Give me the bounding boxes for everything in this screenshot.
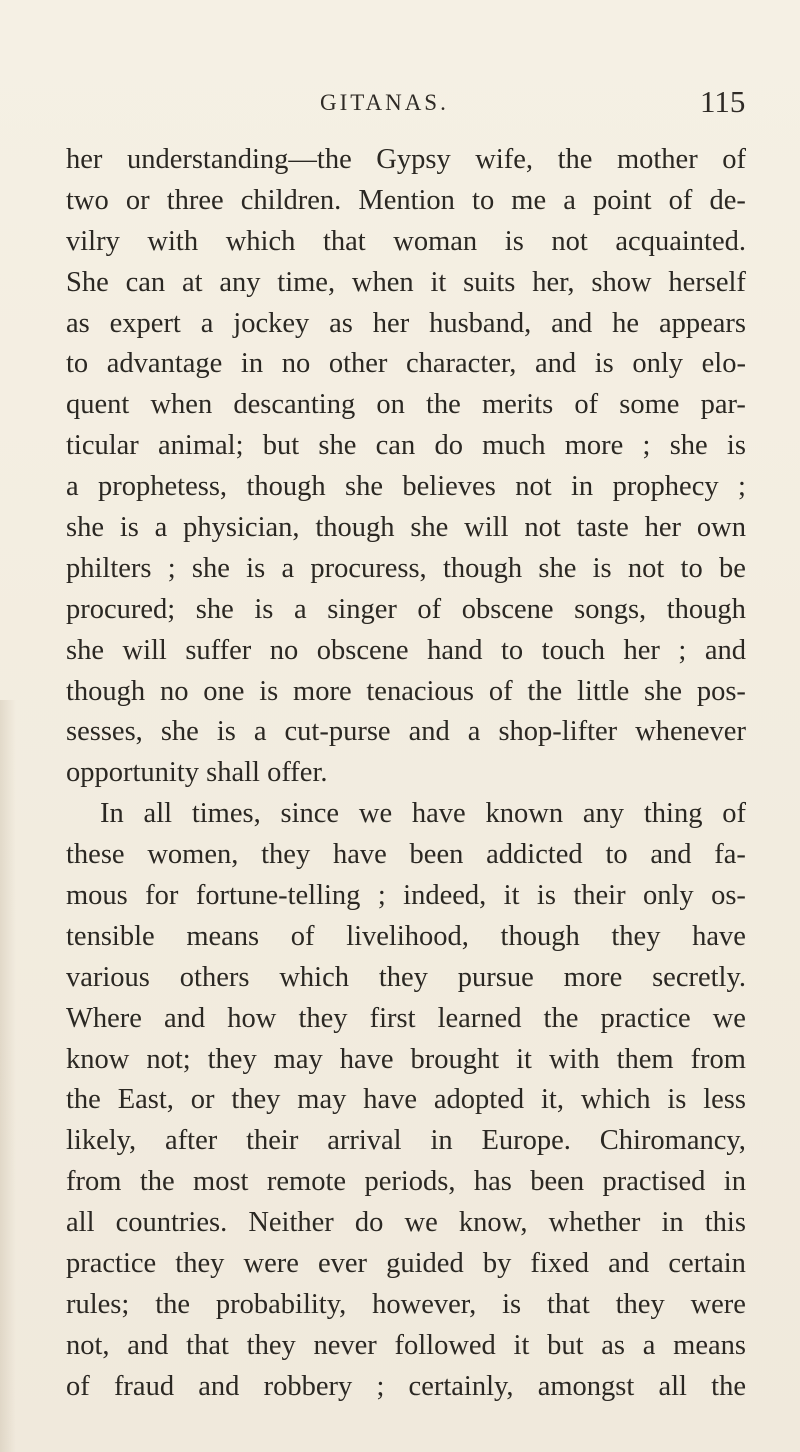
text-line: know not; they may have brought it with them from — [66, 1043, 746, 1075]
body-text — [66, 140, 746, 1408]
text-line: quent when descanting on the merits of some par- — [66, 389, 746, 421]
text-line: philters ; she is a procuress, though she is not to be — [66, 552, 746, 584]
text-line: She can at any time, when it suits her, show herself — [66, 266, 746, 298]
text-line: a prophetess, though she believes not in prophecy ; — [66, 471, 746, 503]
page-number: 115 — [700, 84, 746, 119]
text-line: to advantage in no other character, and is only elo- — [66, 348, 746, 380]
text-line: sesses, she is a cut-purse and a shop-lifter whenever — [66, 716, 746, 748]
text-line: as expert a jockey as her husband, and he appears — [66, 307, 746, 339]
text-line: she is a physician, though she will not taste her own — [66, 512, 746, 544]
text-line: likely, after their arrival in Europe. Chiromancy, — [66, 1125, 746, 1157]
running-title: GITANAS. — [320, 90, 449, 115]
text-line: procured; she is a singer of obscene songs, though — [66, 593, 746, 625]
page-edge-shadow — [0, 700, 16, 1452]
text-line: rules; the probability, however, is that they were — [66, 1288, 746, 1320]
text-line: of fraud and robbery ; certainly, amongst all the — [66, 1370, 746, 1402]
text-line: mous for fortune-telling ; indeed, it is their only os- — [66, 880, 746, 912]
text-line: tensible means of livelihood, though they have — [66, 920, 746, 952]
text-line: ticular animal; but she can do much more ; she is — [66, 430, 746, 462]
text-line: Where and how they first learned the practice we — [66, 1002, 746, 1034]
text-line: In all times, since we have known any thing of — [100, 798, 746, 830]
text-line: various others which they pursue more secretly. — [66, 961, 746, 993]
text-line: practice they were ever guided by fixed and certain — [66, 1248, 746, 1280]
text-line: her understanding—the Gypsy wife, the mother of — [66, 144, 746, 175]
running-header — [0, 84, 800, 122]
text-line: though no one is more tenacious of the little she pos- — [66, 675, 746, 707]
text-line: two or three children. Mention to me a point of de- — [66, 184, 746, 216]
text-line: opportunity shall offer. — [66, 757, 328, 789]
text-line: vilry with which that woman is not acquainted. — [66, 225, 746, 257]
text-line: not, and that they never followed it but as a means — [66, 1329, 746, 1361]
text-line: these women, they have been addicted to and fa- — [66, 839, 746, 871]
text-line: she will suffer no obscene hand to touch her ; and — [66, 634, 746, 666]
text-line: from the most remote periods, has been practised in — [66, 1166, 746, 1198]
text-line: the East, or they may have adopted it, which is less — [66, 1084, 746, 1116]
text-line: all countries. Neither do we know, whether in this — [66, 1207, 746, 1239]
